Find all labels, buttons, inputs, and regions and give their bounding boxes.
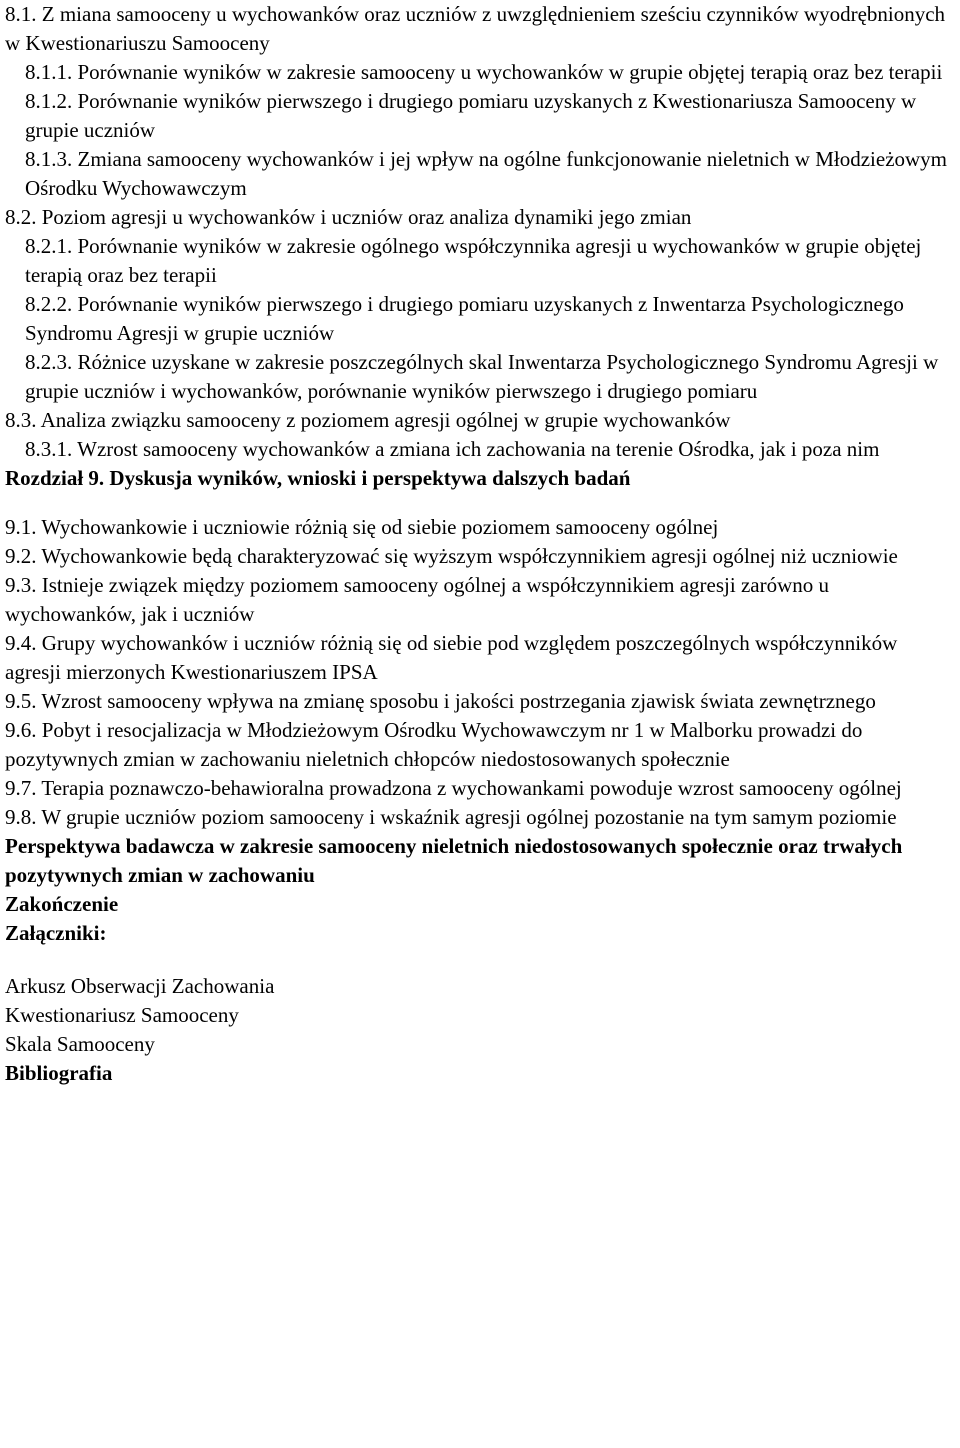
toc-entry-8-2: 8.2. Poziom agresji u wychowanków i uczniów oraz analiza dynamiki jego zmian	[5, 205, 692, 229]
toc-entry-9-1: 9.1. Wychowankowie i uczniowie różnią się od siebie poziomem samooceny ogólnej	[5, 515, 719, 539]
document-page	[5, 0, 955, 1088]
toc-entry-9-6: 9.6. Pobyt i resocjalizacja w Młodzieżowym Ośrodku Wychowawczym nr 1 w Malborku prowadzi do pozytywnych zmian w zachowaniu nieletnich chłopców niedostosowanych społecznie	[5, 718, 863, 771]
chapter-9-title: Rozdział 9. Dyskusja wyników, wnioski i perspektywa dalszych badań	[5, 466, 631, 490]
section-8-list	[5, 0, 955, 464]
toc-entry-8-1-1: 8.1.1. Porównanie wyników w zakresie samooceny u wychowanków w grupie objętej terapią oraz bez terapii	[25, 60, 943, 84]
perspective-title: Perspektywa badawcza w zakresie samooceny nieletnich niedostosowanych społecznie oraz trwałych pozytywnych zmian w zachowaniu	[5, 834, 903, 887]
attachment-item: Kwestionariusz Samooceny	[5, 1003, 239, 1027]
toc-entry-8-2-1: 8.2.1. Porównanie wyników w zakresie ogólnego współczynnika agresji u wychowanków w grupie objętej terapią oraz bez terapii	[25, 234, 922, 287]
toc-entry-9-7: 9.7. Terapia poznawczo-behawioralna prowadzona z wychowankami powoduje wzrost samooceny ogólnej	[5, 776, 902, 800]
toc-entry-8-1-2: 8.1.2. Porównanie wyników pierwszego i drugiego pomiaru uzyskanych z Kwestionariusza Samooceny w grupie uczniów	[25, 89, 917, 142]
toc-entry-9-8: 9.8. W grupie uczniów poziom samooceny i wskaźnik agresji ogólnej pozostanie na tym samym poziomie	[5, 805, 897, 829]
bibliography-title: Bibliografia	[5, 1061, 113, 1085]
toc-entry-8-3-1: 8.3.1. Wzrost samooceny wychowanków a zmiana ich zachowania na terenie Ośrodka, jak i poza nim	[25, 437, 880, 461]
chapter-9-list	[5, 513, 955, 832]
attachment-item: Skala Samooceny	[5, 1032, 155, 1056]
toc-entry-8-1-3: 8.1.3. Zmiana samooceny wychowanków i jej wpływ na ogólne funkcjonowanie nieletnich w Młodzieżowym Ośrodku Wychowawczym	[25, 147, 948, 200]
toc-entry-8-1: 8.1. Z miana samooceny u wychowanków oraz uczniów z uwzględnieniem sześciu czynników wyodrębnionych w Kwestionariuszu Samooceny	[5, 2, 946, 55]
toc-entry-8-3: 8.3. Analiza związku samooceny z poziomem agresji ogólnej w grupie wychowanków	[5, 408, 731, 432]
toc-entry-9-2: 9.2. Wychowankowie będą charakteryzować się wyższym współczynnikiem agresji ogólnej niż uczniowie	[5, 544, 898, 568]
toc-entry-9-5: 9.5. Wzrost samooceny wpływa na zmianę sposobu i jakości postrzegania zjawisk świata zewnętrznego	[5, 689, 876, 713]
attachment-item: Arkusz Obserwacji Zachowania	[5, 974, 275, 998]
attachments-list	[5, 972, 955, 1059]
toc-entry-8-2-2: 8.2.2. Porównanie wyników pierwszego i drugiego pomiaru uzyskanych z Inwentarza Psychologicznego Syndromu Agresji w grupie uczniów	[25, 292, 904, 345]
toc-entry-9-4: 9.4. Grupy wychowanków i uczniów różnią się od siebie pod względem poszczególnych współczynników agresji mierzonych Kwestionariuszem IPSA	[5, 631, 898, 684]
toc-entry-9-3: 9.3. Istnieje związek między poziomem samooceny ogólnej a współczynnikiem agresji zarówno u wychowanków, jak i uczniów	[5, 573, 829, 626]
attachments-title: Załączniki:	[5, 921, 107, 945]
conclusion-title: Zakończenie	[5, 892, 119, 916]
toc-entry-8-2-3: 8.2.3. Różnice uzyskane w zakresie poszczególnych skal Inwentarza Psychologicznego Syndromu Agresji w grupie uczniów i wychowanków, porównanie wyników pierwszego i drugiego pomiaru	[25, 350, 939, 403]
